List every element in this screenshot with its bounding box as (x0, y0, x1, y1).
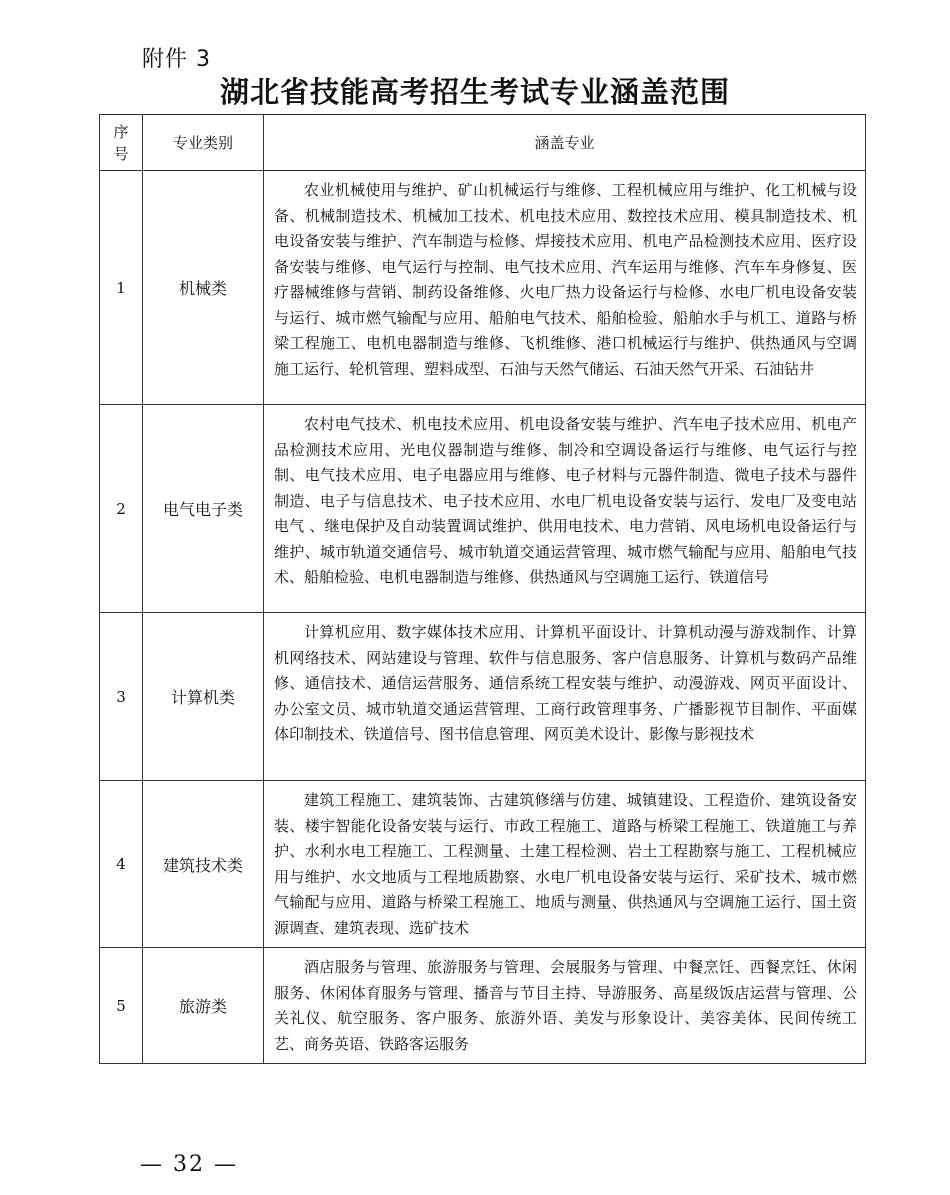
row-index: 2 (100, 405, 143, 613)
row-category: 计算机类 (143, 613, 264, 781)
row-index: 1 (100, 171, 143, 405)
row-majors: 计算机应用、数字媒体技术应用、计算机平面设计、计算机动漫与游戏制作、计算机网络技术、网站建设与管理、软件与信息服务、客户信息服务、计算机与数码产品维修、通信技术、通信运营服务、通信系统工程安装与维护、动漫游戏、网页平面设计、办公室文员、城市轨道交通运营管理、工商行政管理事务、广播影视节目制作、平面媒体印制技术、铁道信号、图书信息管理、网页美术设计、影像与影视技术 (264, 613, 866, 781)
row-category: 机械类 (143, 171, 264, 405)
row-majors: 酒店服务与管理、旅游服务与管理、会展服务与管理、中餐烹饪、西餐烹饪、休闲服务、休闲体育服务与管理、播音与节目主持、导游服务、高星级饭店运营与管理、公关礼仪、航空服务、客户服务、旅游外语、美发与形象设计、美容美体、民间传统工艺、商务英语、铁路客运服务 (264, 948, 866, 1064)
page-number: — 32 — (140, 1152, 238, 1177)
header-index-text: 序号 (113, 122, 129, 163)
header-index (100, 115, 143, 171)
table-row (100, 613, 866, 781)
row-majors: 农村电气技术、机电技术应用、机电设备安装与维护、汽车电子技术应用、机电产品检测技术应用、光电仪器制造与维修、制冷和空调设备运行与维修、电气运行与控制、电气技术应用、电子电器应用与维修、电子材料与元器件制造、微电子技术与器件制造、电子与信息技术、电子技术应用、水电厂机电设备安装与运行、发电厂及变电站电气 、继电保护及自动装置调试维护、供用电技术、电力营销、风电场机电设备运行与维护、城市轨道交通信号、城市轨道交通运营管理、城市燃气输配与应用、船舶电气技术、船舶检验、电机电器制造与维修、供热通风与空调施工运行、铁道信号 (264, 405, 866, 613)
header-majors: 涵盖专业 (264, 115, 866, 171)
attachment-label: 附件 3 (142, 47, 211, 72)
table-row (100, 171, 866, 405)
row-category: 电气电子类 (143, 405, 264, 613)
row-index: 4 (100, 781, 143, 948)
table-row (100, 948, 866, 1064)
table-header-row (100, 115, 866, 171)
row-category: 旅游类 (143, 948, 264, 1064)
row-index: 5 (100, 948, 143, 1064)
row-index: 3 (100, 613, 143, 781)
row-category: 建筑技术类 (143, 781, 264, 948)
row-majors: 建筑工程施工、建筑装饰、古建筑修缮与仿建、城镇建设、工程造价、建筑设备安装、楼宇智能化设备安装与运行、市政工程施工、道路与桥梁工程施工、铁道施工与养护、水利水电工程施工、工程测量、土建工程检测、岩土工程勘察与施工、工程机械应用与维护、水文地质与工程地质勘察、水电厂机电设备安装与运行、采矿技术、城市燃气输配与应用、道路与桥梁工程施工、地质与测量、供热通风与空调施工运行、国土资源调查、建筑表现、选矿技术 (264, 781, 866, 948)
major-coverage-table (99, 114, 866, 1064)
row-majors: 农业机械使用与维护、矿山机械运行与维修、工程机械应用与维护、化工机械与设备、机械制造技术、机械加工技术、机电技术应用、数控技术应用、模具制造技术、机电设备安装与维护、汽车制造与检修、焊接技术应用、机电产品检测技术应用、医疗设备安装与维修、电气运行与控制、电气技术应用、汽车运用与维修、汽车车身修复、医疗器械维修与营销、制药设备维修、火电厂热力设备运行与检修、水电厂机电设备安装与运行、城市燃气输配与应用、船舶电气技术、船舶检验、船舶水手与机工、道路与桥梁工程施工、电机电器制造与维修、飞机维修、港口机械运行与维护、供热通风与空调施工运行、轮机管理、塑料成型、石油与天然气储运、石油天然气开采、石油钻井 (264, 171, 866, 405)
table-row (100, 405, 866, 613)
table-row (100, 781, 866, 948)
document-title: 湖北省技能高考招生考试专业涵盖范围 (219, 75, 730, 109)
header-category: 专业类别 (143, 115, 264, 171)
